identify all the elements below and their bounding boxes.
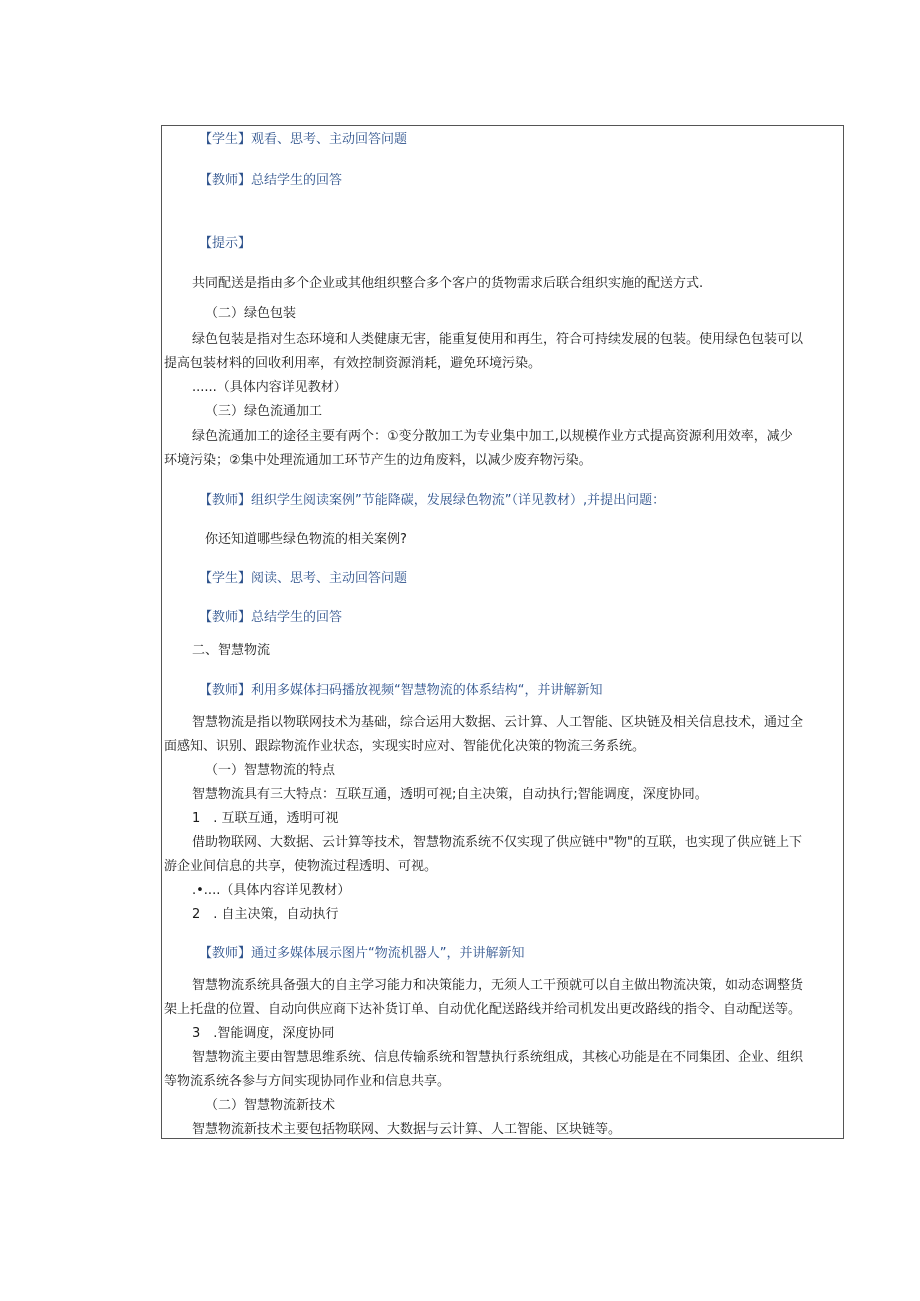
see-textbook-note-2: .•....（具体内容详见教材） (192, 883, 351, 898)
green-processing-text-1: 绿色流通加工的途径主要有两个：①变分散加工为专业集中加工,以规模作业方式提高资源利用效率，减少 (192, 429, 793, 444)
case-question: 你还知道哪些绿色物流的相关案例? (205, 532, 407, 547)
feature-1-text-1: 借助物联网、大数据、云计算等技术，智慧物流系统不仅实现了供应链中"物"的互联，也实现了供应链上下 (192, 835, 802, 850)
smart-logistics-def-1: 智慧物流是指以物联网技术为基础，综合运用大数据、云计算、人工智能、区块链及相关信息技术，通过全 (192, 715, 804, 730)
feature-3-text-1: 智慧物流主要由智慧思维系统、信息传输系统和智慧执行系统组成，其核心功能是在不同集团、企业、组织 (192, 1050, 804, 1065)
section-smart-logistics: 二、智慧物流 (192, 643, 271, 658)
teacher-video: 【教师】利用多媒体扫码播放视频“智慧物流的体系结构“，并讲解新知 (199, 683, 603, 698)
feature-1-title: 1 . 互联互通，透明可视 (192, 811, 339, 826)
feature-2-text-1: 智慧物流系统具备强大的自主学习能力和决策能力，无须人工干预就可以自主做出物流决策，如动态调整货 (192, 978, 804, 993)
student-activity-watch: 【学生】观看、思考、主动回答问题 (199, 132, 408, 147)
section-new-tech: （二）智慧物流新技术 (205, 1098, 336, 1113)
student-activity-read: 【学生】阅读、思考、主动回答问题 (199, 571, 408, 586)
features-summary: 智慧物流具有三大特点：互联互通，透明可视;自主决策，自动执行;智能调度，深度协同。 (192, 787, 708, 802)
section-green-packaging: （二）绿色包装 (205, 306, 297, 321)
teacher-summary: 【教师】总结学生的回答 (199, 173, 343, 188)
feature-2-text-2: 架上托盘的位置、自动向供应商下达补货订单、自动优化配送路线并给司机发出更改路线的指令、自动配送等。 (164, 1002, 802, 1017)
section-green-processing: （三）绿色流通加工 (205, 404, 323, 419)
feature-3-title: 3 .智能调度，深度协同 (192, 1026, 335, 1041)
teacher-case-reading: 【教师】组织学生阅读案例”节能降碳，发展绿色物流”（详见教材）,并提出问题： (199, 493, 666, 508)
joint-delivery-definition: 共同配送是指由多个企业或其他组织整合多个客户的货物需求后联合组织实施的配送方式. (192, 276, 704, 291)
feature-2-title: 2 . 自主决策，自动执行 (192, 907, 339, 922)
green-packaging-text-2: 提高包装材料的回收利用率，有效控制资源消耗，避免环境污染。 (164, 356, 542, 371)
green-packaging-text-1: 绿色包装是指对生态环境和人类健康无害，能重复使用和再生，符合可持续发展的包装。使用绿色包装可以 (192, 332, 804, 347)
see-textbook-note-1: ......（具体内容详见教材） (192, 380, 347, 395)
smart-logistics-def-2: 面感知、识别、跟踪物流作业状态，实现实时应对、智能优化决策的物流三务系统。 (164, 739, 646, 754)
teacher-robot-picture: 【教师】通过多媒体展示图片“物流机器人”，并讲解新知 (199, 946, 525, 961)
section-features: （一）智慧物流的特点 (205, 763, 336, 778)
green-processing-text-2: 环境污染；②集中处理流通加工环节产生的边角废料，以减少废弃物污染。 (164, 453, 592, 468)
feature-1-text-2: 游企业间信息的共享，使物流过程透明、可视。 (164, 859, 438, 874)
feature-3-text-2: 等物流系统各参与方间实现协同作业和信息共享。 (164, 1074, 451, 1089)
new-tech-text: 智慧物流新技术主要包括物联网、大数据与云计算、人工智能、区块链等。 (192, 1122, 622, 1137)
teacher-summary-2: 【教师】总结学生的回答 (199, 610, 343, 625)
hint-label: 【提示】 (199, 236, 252, 251)
